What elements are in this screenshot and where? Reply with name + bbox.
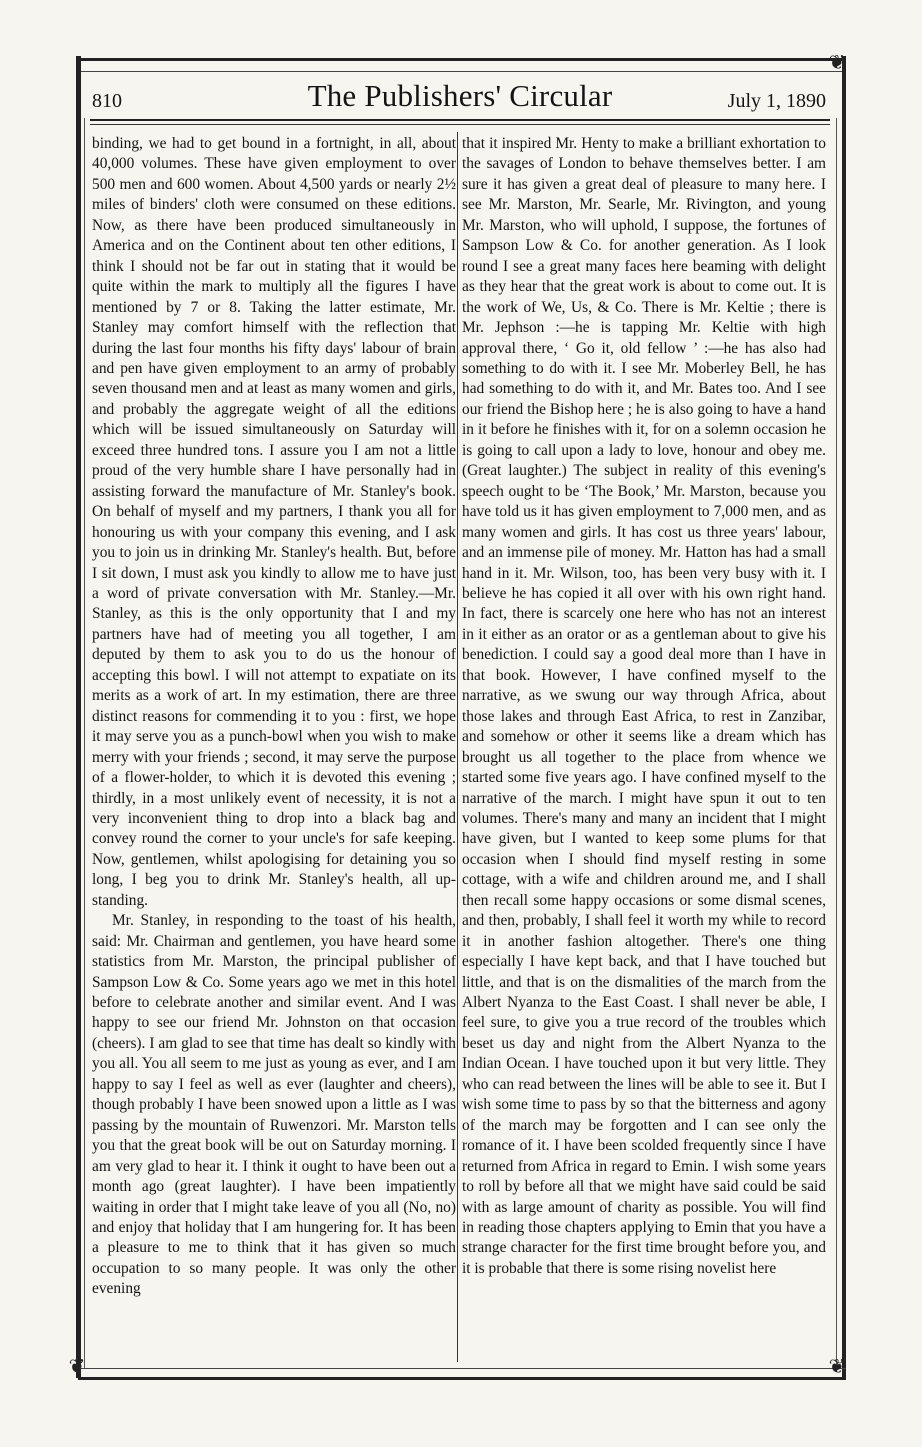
left-column [92, 134, 456, 1364]
flourish-icon: ❦ [828, 1356, 846, 1378]
frame-bottom-rule [78, 1368, 846, 1380]
flourish-icon: ❦ [828, 52, 846, 74]
paragraph: Mr. Stanley, in responding to the toast of his health, said: Mr. Chairman and gentlemen, you have heard some statistics from Mr. Marston, the principal publisher of Sampson Low & Co. Some years ago we met in this hotel before to celebrate another and similar event. And I was happy to see our friend Mr. Johnston on that occasion (cheers). I am glad to see that time has dealt so kindly with you all. You all seem to me just as young as ever, and I am happy to say I feel as well as ever (laughter and cheers), though probably I have been snowed upon a little as I was passing by the mountain of Ruwenzori. Mr. Marston tells you that the great book will be out on Saturday morning. I am very glad to hear it. I think it ought to have been out a month ago (great laughter). I have been impatiently waiting in order that I might take leave of you all (No, no) and enjoy that holiday that I am hungering for. It has been a pleasure to me to think that it has given so much occupation to so many people. It was only the other evening [92, 912, 456, 1298]
issue-date: July 1, 1890 [727, 90, 826, 112]
frame-top-rule [78, 58, 846, 72]
page-header [92, 78, 828, 118]
header-rule-thin [90, 124, 830, 125]
paragraph: binding, we had to get bound in a fortnight, in all, about 40,000 volumes. These have given employment to over 500 men and 600 women. About 4,500 yards or nearly 2½ miles of binders' cloth were consumed on these editions. Now, as there have been produced simultaneously in America and on the Continent about ten other editions, I think I should not be far out in stating that it would be quite within the mark to multiply all the figures I have mentioned by 7 or 8. Taking the latter estimate, Mr. Stanley may comfort himself with the reflection that during the last four months his fifty days' labour of brain and pen have given employment to an army of probably seven thousand men and at least as many women and girls, and probably the aggregate weight of all the editions which will be issued simultaneously on Saturday will exceed three hundred tons. I assure you I am not a little proud of the very humble share I have personally had in assisting forward the manufacture of Mr. Stanley's book. On behalf of myself and my partners, I thank you all for honouring us with your company this evening, and I ask you to join us in drinking Mr. Stanley's health. But, before I sit down, I must ask you kindly to allow me to have just a word of private conversation with Mr. Stanley.—Mr. Stanley, as this is the only opportunity that I and my partners have had of meeting you all together, I am deputed by them to ask you to do us the honour of accepting this bowl. I will not attempt to expatiate on its merits as a work of art. In my estimation, there are three distinct reasons for commending it to you : first, we hope it may serve you as a punch-bowl when you wish to make merry with your friends ; second, it may serve the purpose of a flower-holder, to which it is devoted this evening ; thirdly, in a most unlikely event of necessity, it is not a very inconvenient thing to drop into a black bag and convey round the corner to your uncle's for safe keeping. Now, gentlemen, whilst apologising for detaining you so long, I beg you to drink Mr. Stanley's health, all up-standing. [92, 135, 456, 909]
frame-left-inner-rule [84, 118, 85, 1368]
header-rule [90, 119, 830, 121]
page-number: 810 [92, 90, 122, 112]
journal-title: The Publishers' Circular [307, 78, 613, 113]
flourish-icon: ❦ [68, 1356, 86, 1378]
column-divider [457, 132, 458, 1362]
paragraph: that it inspired Mr. Henty to make a brilliant exhortation to the savages of London to behave themselves better. I am sure it has given a great deal of pleasure to many here. I see Mr. Marston, Mr. Searle, Mr. Rivington, and young Mr. Marston, who will uphold, I suppose, the fortunes of Sampson Low & Co. for another generation. As I look round I see a great many faces here beaming with delight as they hear that the great work is about to come out. It is the work of We, Us, & Co. There is Mr. Keltie ; there is Mr. Jephson :—he is tapping Mr. Keltie with high approval there, ‘ Go it, old fellow ’ :—he has also had something to do with it. I see Mr. Moberley Bell, he has had something to do with it, and Mr. Bates too. And I see our friend the Bishop here ; he is also going to have a hand in it before he finishes with it, for on a solemn occasion he is going to call upon a lady to love, honour and obey me. (Great laughter.) The subject in reality of this evening's speech ought to be ‘The Book,’ Mr. Marston, because you have told us it has given employment to 7,000 men, and as many women and girls. It has cost us three years' labour, and an immense pile of money. Mr. Hatton has had a small hand in it. Mr. Wilson, too, has been very busy with it. I believe he has copied it all over with his own right hand. In fact, there is scarcely one here who has not an interest in it either as an orator or as a gentleman about to give his benediction. I could say a good deal more than I have in that book. However, I have confined myself to the narrative, as we swung our way through Africa, about those lakes and through East Africa, to rest in Zanzibar, and somehow or other it seems like a dream which has brought us all together to the place from whence we started some five years ago. I have confined myself to the narrative of the march. I might have spun it out to ten volumes. There's many and many an incident that I might have given, but I wanted to keep some plums for that occasion when I should find myself resting in some cottage, with a wife and children around me, and I shall then recall some happy occasions or some dismal scenes, and then, probably, I shall feel it worth my while to record it in another fashion altogether. There's one thing especially I have kept back, and that I have touched but little, and that is on the dismalities of the march from the Albert Nyanza to the East Coast. I shall never be able, I feel sure, to give you a true record of the troubles which beset us day and night from the Albert Nyanza to the Indian Ocean. I have touched upon it but very little. They who can read between the lines will be able to see it. But I wish some time to pass by so that the bitterness and agony of the march may be forgotten and I can see only the romance of it. I have been scolded frequently since I have returned from Africa in regard to Emin. I wish some years to roll by before all that we might have said could be said with as large amount of charity as possible. You will find in reading those chapters applying to Emin that you have a strange character for the first time brought before you, and it is probable that there is some rising novelist here [462, 135, 826, 1277]
frame-left-rule [76, 56, 81, 1378]
right-column [462, 134, 826, 1364]
frame-right-rule [842, 56, 846, 1378]
frame-right-inner-rule [836, 118, 837, 1368]
